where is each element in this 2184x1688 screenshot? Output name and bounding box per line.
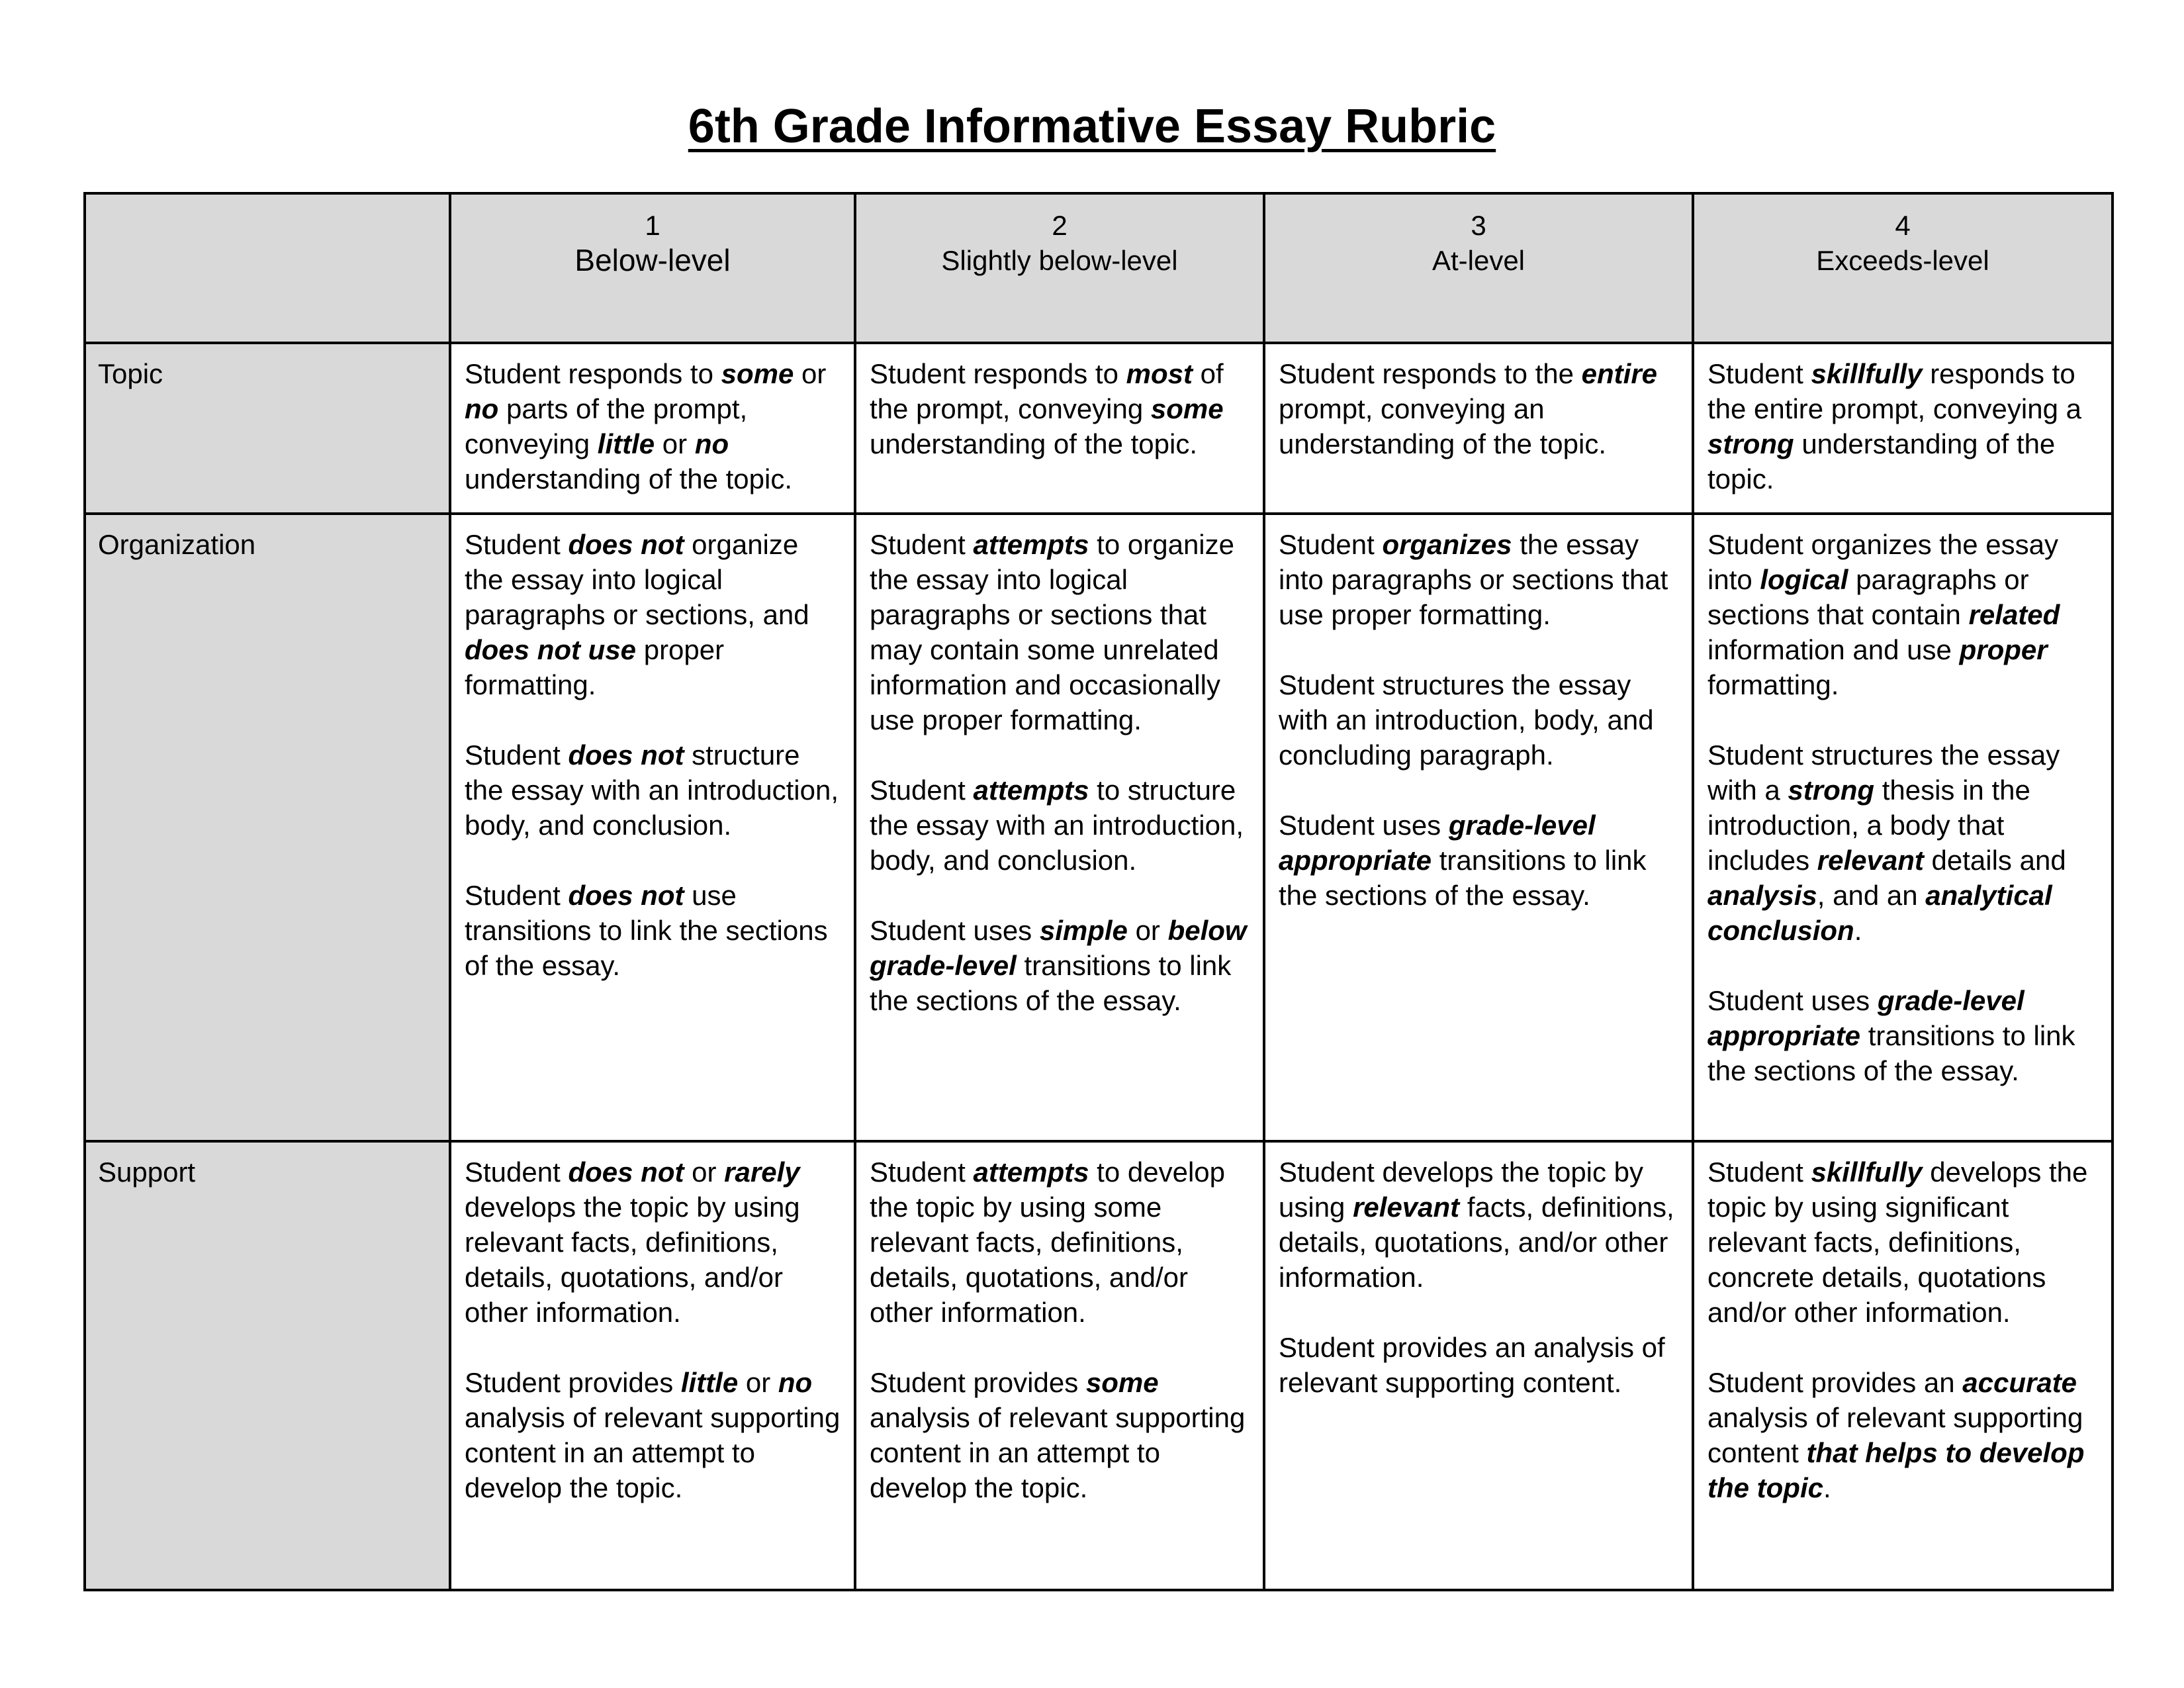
emphasis-text: proper bbox=[1959, 634, 2048, 665]
cell-text: . bbox=[1854, 915, 1862, 946]
cell-text: paragraphs or sections that contain bbox=[1707, 564, 2029, 630]
cell-text: Student structures the essay with a bbox=[1707, 739, 2060, 806]
rubric-table bbox=[83, 192, 2114, 1591]
emphasis-text: attempts bbox=[973, 1156, 1089, 1188]
emphasis-text: some bbox=[1085, 1367, 1159, 1398]
cell-text: Student uses bbox=[870, 915, 1040, 946]
cell-text: to structure the essay with an introduction, body, and conclusion. bbox=[870, 774, 1244, 876]
level-label: Slightly below-level bbox=[941, 245, 1178, 276]
rubric-cell bbox=[855, 514, 1264, 1141]
cell-text: to organize the essay into logical paragraphs or sections that may contain some unrelated information and occasionally use proper formatting. bbox=[870, 529, 1234, 735]
emphasis-text: that helps to develop the topic bbox=[1707, 1437, 2085, 1503]
emphasis-text: no bbox=[778, 1367, 813, 1398]
cell-text: . bbox=[1823, 1472, 1831, 1503]
emphasis-text: simple bbox=[1039, 915, 1128, 946]
level-header-3 bbox=[1264, 193, 1693, 343]
cell-text: Student responds to bbox=[870, 358, 1126, 389]
cell-paragraph bbox=[1707, 737, 2098, 948]
cell-text: details and bbox=[1923, 845, 2066, 876]
cell-text: structure the essay with an introduction, body, and conclusion. bbox=[465, 739, 839, 841]
cell-text: or bbox=[738, 1367, 778, 1398]
cell-text: responds to the entire prompt, conveying a bbox=[1707, 358, 2081, 424]
cell-paragraph bbox=[1279, 1154, 1678, 1295]
emphasis-text: some bbox=[721, 358, 794, 389]
cell-paragraph bbox=[1279, 1330, 1678, 1400]
cell-text: use transitions to link the sections of the essay. bbox=[465, 880, 828, 981]
cell-text: analysis of relevant supporting content in an attempt to develop the topic. bbox=[870, 1402, 1246, 1503]
header-corner bbox=[85, 193, 450, 343]
cell-text: understanding of the topic. bbox=[1707, 428, 2056, 494]
cell-paragraph bbox=[1279, 667, 1678, 773]
criterion-label: Topic bbox=[85, 343, 450, 514]
cell-text: transitions to link the sections of the essay. bbox=[1707, 1020, 2075, 1086]
cell-text: Student bbox=[465, 529, 569, 560]
level-number: 4 bbox=[1895, 210, 1911, 241]
emphasis-text: relevant bbox=[1353, 1192, 1460, 1223]
level-number: 2 bbox=[1052, 210, 1068, 241]
emphasis-text: no bbox=[694, 428, 729, 459]
emphasis-text: does not use bbox=[465, 634, 637, 665]
cell-paragraph bbox=[1707, 1365, 2098, 1505]
rubric-cell bbox=[450, 514, 855, 1141]
cell-text: transitions to link the sections of the essay. bbox=[870, 950, 1232, 1016]
cell-text: Student bbox=[1707, 1156, 1811, 1188]
cell-paragraph bbox=[465, 737, 841, 843]
cell-text: organize the essay into logical paragraphs or sections, and bbox=[465, 529, 809, 630]
cell-text: parts of the prompt, conveying bbox=[465, 393, 748, 459]
rubric-cell bbox=[450, 343, 855, 514]
cell-text: Student uses bbox=[1279, 810, 1449, 841]
cell-text: thesis in the introduction, a body that includes bbox=[1707, 774, 2030, 876]
cell-paragraph bbox=[870, 773, 1250, 878]
rubric-cell bbox=[855, 1141, 1264, 1590]
level-header-2 bbox=[855, 193, 1264, 343]
cell-text: or bbox=[655, 428, 695, 459]
rubric-cell bbox=[1264, 1141, 1693, 1590]
cell-text: or bbox=[684, 1156, 725, 1188]
rubric-cell bbox=[1264, 514, 1693, 1141]
emphasis-text: accurate bbox=[1962, 1367, 2077, 1398]
cell-text: , and an bbox=[1817, 880, 1926, 911]
cell-text: Student develops the topic by using bbox=[1279, 1156, 1644, 1223]
emphasis-text: below grade-level bbox=[870, 915, 1247, 981]
emphasis-text: grade-level appropriate bbox=[1707, 985, 2025, 1051]
level-label: At-level bbox=[1432, 245, 1525, 276]
emphasis-text: little bbox=[680, 1367, 739, 1398]
level-number: 1 bbox=[645, 210, 660, 241]
cell-text: Student bbox=[870, 1156, 974, 1188]
rubric-row-topic bbox=[85, 343, 2113, 514]
emphasis-text: skillfully bbox=[1811, 358, 1923, 389]
cell-text: Student bbox=[870, 774, 974, 806]
cell-text: Student structures the essay with an introduction, body, and concluding paragraph. bbox=[1279, 669, 1654, 771]
emphasis-text: entire bbox=[1581, 358, 1658, 389]
emphasis-text: strong bbox=[1788, 774, 1875, 806]
emphasis-text: attempts bbox=[973, 529, 1089, 560]
emphasis-text: does not bbox=[568, 880, 684, 911]
level-label: Exceeds-level bbox=[1816, 245, 1989, 276]
emphasis-text: skillfully bbox=[1811, 1156, 1923, 1188]
emphasis-text: grade-level appropriate bbox=[1279, 810, 1596, 876]
level-header-4 bbox=[1693, 193, 2113, 343]
cell-paragraph bbox=[1707, 356, 2098, 496]
header-row bbox=[85, 193, 2113, 343]
emphasis-text: does not bbox=[568, 529, 684, 560]
cell-text: Student provides bbox=[465, 1367, 681, 1398]
cell-text: Student organizes the essay into bbox=[1707, 529, 2059, 595]
cell-text: Student bbox=[1279, 529, 1383, 560]
cell-paragraph bbox=[465, 1154, 841, 1330]
cell-text: or bbox=[1127, 915, 1168, 946]
cell-text: of the prompt, conveying bbox=[870, 358, 1224, 424]
cell-text: or bbox=[794, 358, 827, 389]
rubric-cell bbox=[1264, 343, 1693, 514]
emphasis-text: strong bbox=[1707, 428, 1794, 459]
cell-text: prompt, conveying an understanding of the topic. bbox=[1279, 393, 1607, 459]
cell-text: Student uses bbox=[1707, 985, 1878, 1016]
rubric-cell bbox=[1693, 343, 2113, 514]
cell-text: Student responds to the bbox=[1279, 358, 1582, 389]
cell-paragraph bbox=[870, 356, 1250, 461]
emphasis-text: does not bbox=[568, 1156, 684, 1188]
emphasis-text: logical bbox=[1760, 564, 1848, 595]
cell-text: Student provides an analysis of relevant supporting content. bbox=[1279, 1332, 1665, 1398]
cell-text: the essay into paragraphs or sections that use proper formatting. bbox=[1279, 529, 1668, 630]
criterion-label: Organization bbox=[85, 514, 450, 1141]
rubric-cell bbox=[1693, 514, 2113, 1141]
cell-paragraph bbox=[1279, 356, 1678, 461]
emphasis-text: related bbox=[1968, 599, 2060, 630]
cell-paragraph bbox=[465, 1365, 841, 1505]
cell-text: Student provides an bbox=[1707, 1367, 1963, 1398]
cell-paragraph bbox=[465, 527, 841, 702]
emphasis-text: most bbox=[1126, 358, 1193, 389]
cell-text: Student responds to bbox=[465, 358, 721, 389]
emphasis-text: rarely bbox=[724, 1156, 800, 1188]
cell-text: Student bbox=[465, 880, 569, 911]
cell-paragraph bbox=[1707, 527, 2098, 702]
emphasis-text: relevant bbox=[1817, 845, 1924, 876]
level-label: Below-level bbox=[574, 243, 731, 277]
cell-text: transitions to link the sections of the essay. bbox=[1279, 845, 1647, 911]
emphasis-text: no bbox=[465, 393, 499, 424]
cell-text: Student bbox=[465, 739, 569, 771]
rubric-cell bbox=[855, 343, 1264, 514]
emphasis-text: some bbox=[1150, 393, 1224, 424]
cell-paragraph bbox=[1707, 1154, 2098, 1330]
criterion-label: Support bbox=[85, 1141, 450, 1590]
cell-text: develops the topic by using significant relevant facts, definitions, concrete details, quotations and/or other information. bbox=[1707, 1156, 2088, 1328]
emphasis-text: organizes bbox=[1382, 529, 1512, 560]
emphasis-text: does not bbox=[568, 739, 684, 771]
rubric-cell bbox=[1693, 1141, 2113, 1590]
cell-text: Student bbox=[870, 529, 974, 560]
cell-text: Student provides bbox=[870, 1367, 1086, 1398]
rubric-cell bbox=[450, 1141, 855, 1590]
cell-paragraph bbox=[465, 878, 841, 983]
page-title: 6th Grade Informative Essay Rubric bbox=[688, 100, 1496, 153]
cell-paragraph bbox=[465, 356, 841, 496]
cell-paragraph bbox=[1279, 527, 1678, 632]
cell-text: understanding of the topic. bbox=[870, 428, 1198, 459]
cell-text: proper formatting. bbox=[465, 634, 725, 700]
emphasis-text: attempts bbox=[973, 774, 1089, 806]
cell-paragraph bbox=[1279, 808, 1678, 913]
level-number: 3 bbox=[1471, 210, 1486, 241]
cell-text: facts, definitions, details, quotations, and/or other information. bbox=[1279, 1192, 1674, 1293]
cell-paragraph bbox=[870, 527, 1250, 737]
emphasis-text: little bbox=[597, 428, 655, 459]
cell-text: to develop the topic by using some relevant facts, definitions, details, quotations, and/or other information. bbox=[870, 1156, 1226, 1328]
cell-text: understanding of the topic. bbox=[465, 463, 793, 494]
cell-text: formatting. bbox=[1707, 669, 1839, 700]
emphasis-text: analysis bbox=[1707, 880, 1817, 911]
cell-paragraph bbox=[870, 1365, 1250, 1505]
cell-text: Student bbox=[465, 1156, 569, 1188]
rubric-row-organization bbox=[85, 514, 2113, 1141]
cell-text: develops the topic by using relevant facts, definitions, details, quotations, and/or other information. bbox=[465, 1192, 800, 1328]
emphasis-text: analytical conclusion bbox=[1707, 880, 2052, 946]
cell-paragraph bbox=[870, 913, 1250, 1018]
cell-paragraph bbox=[870, 1154, 1250, 1330]
cell-text: information and use bbox=[1707, 634, 1960, 665]
cell-text: analysis of relevant supporting content in an attempt to develop the topic. bbox=[465, 1402, 841, 1503]
level-header-1 bbox=[450, 193, 855, 343]
cell-text: analysis of relevant supporting content bbox=[1707, 1402, 2083, 1468]
cell-text: Student bbox=[1707, 358, 1811, 389]
rubric-row-support bbox=[85, 1141, 2113, 1590]
cell-paragraph bbox=[1707, 983, 2098, 1088]
